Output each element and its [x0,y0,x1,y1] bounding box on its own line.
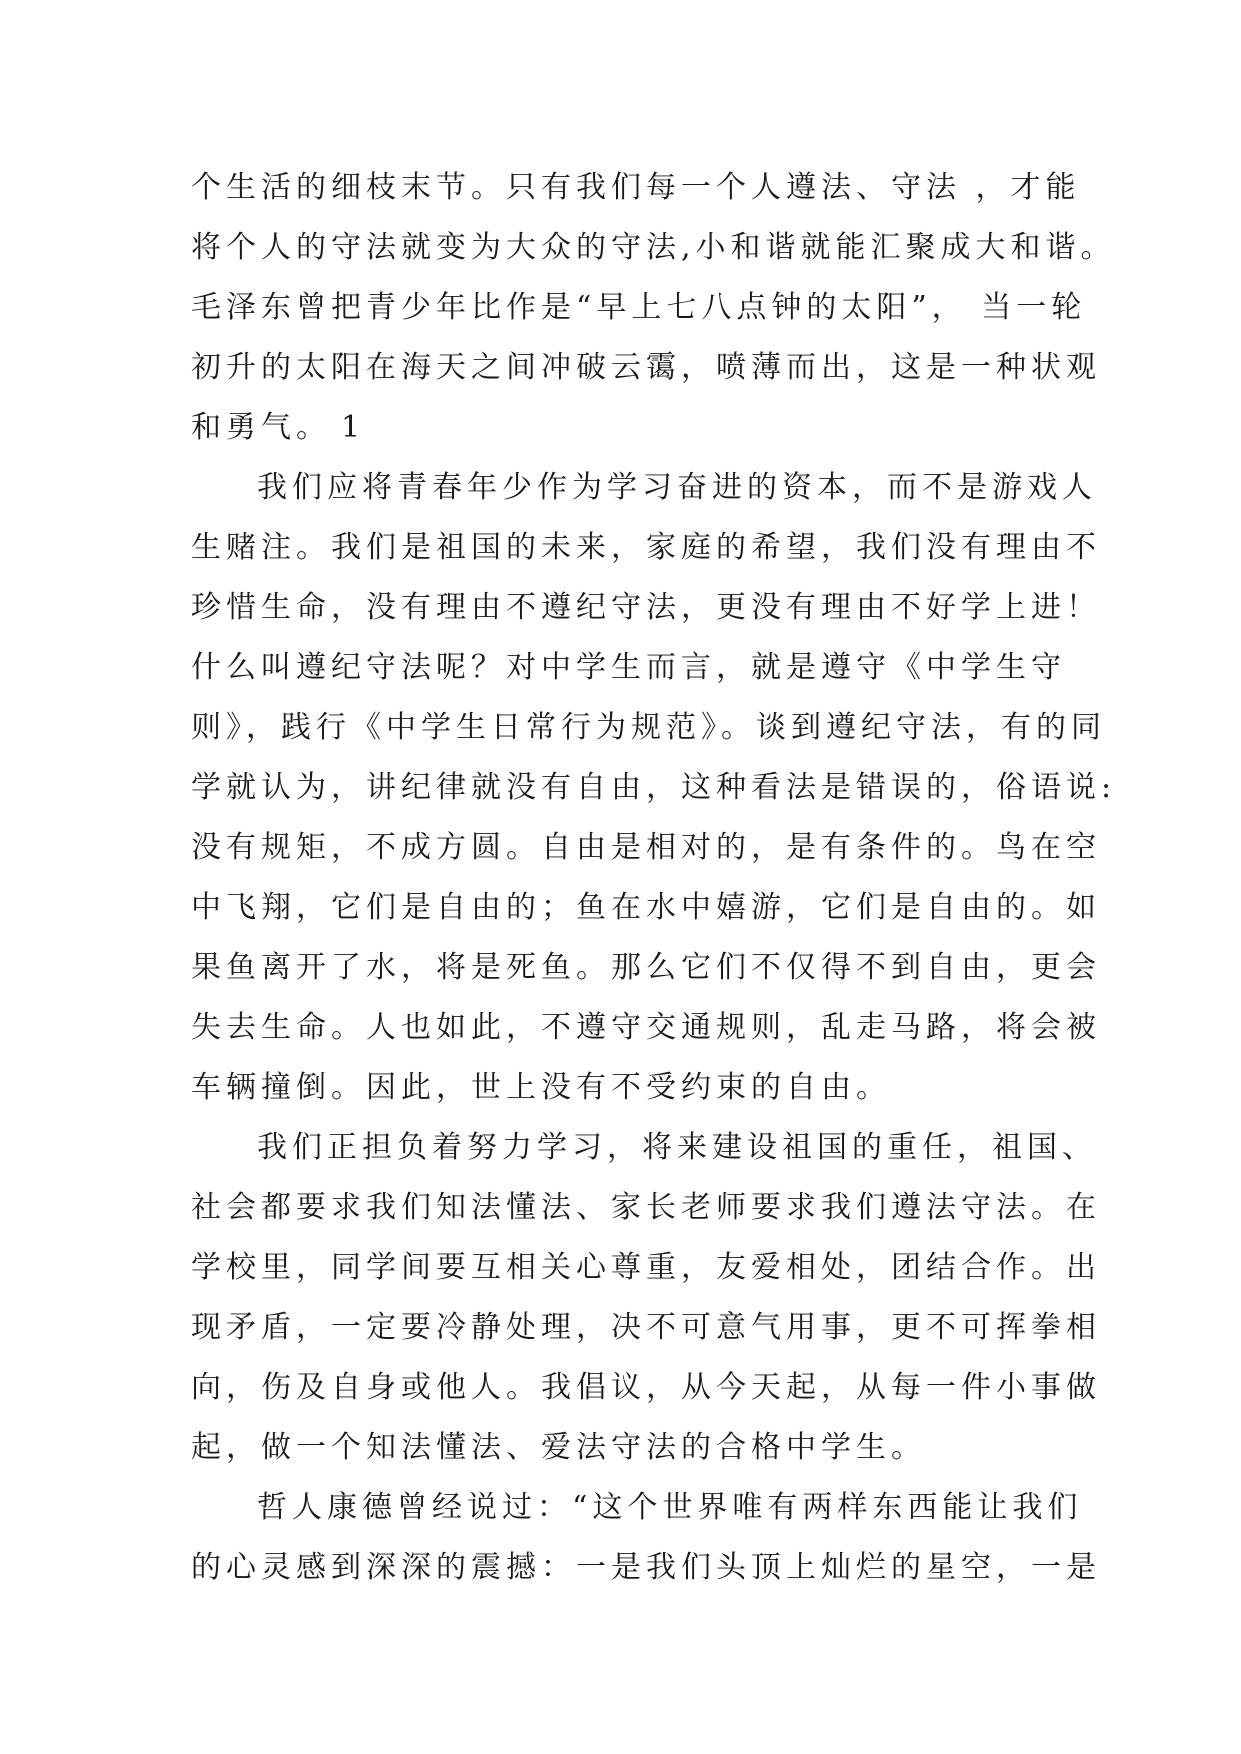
text-line: 中飞翔，它们是自由的；鱼在水中嬉游，它们是自由的。如 [191,890,1101,925]
text-line: 社会都要求我们知法懂法、家长老师要求我们遵法守法。在 [191,1190,1101,1225]
text-line: 的心灵感到深深的震撼：一是我们头顶上灿烂的星空，一是 [191,1550,1101,1585]
text-line: 什么叫遵纪守法呢？对中学生而言，就是遵守《中学生守 [191,650,1066,685]
text-line: 现矛盾，一定要冷静处理，决不可意气用事，更不可挥拳相 [191,1310,1101,1345]
text-line: 起，做一个知法懂法、爱法守法的合格中学生。 [191,1430,926,1465]
text-line: 珍惜生命，没有理由不遵纪守法，更没有理由不好学上进！ [191,590,1101,625]
text-line-first: 哲人康德曾经说过：“这个世界唯有两样东西能让我们 [257,1490,1083,1525]
text-line [191,398,1151,458]
text-line: 失去生命。人也如此，不遵守交通规则，乱走马路，将会被 [191,1010,1101,1045]
text-line: 初升的太阳在海天之间冲破云霭，喷薄而出，这是一种状观 [191,350,1101,385]
text-line-content: 和勇气。 [191,410,331,445]
text-line-first: 我们应将青春年少作为学习奋进的资本，而不是游戏人 [257,470,1097,505]
text-line: 没有规矩，不成方圆。自由是相对的，是有条件的。鸟在空 [191,830,1101,865]
text-line: 向，伤及自身或他人。我倡议，从今天起，从每一件小事做 [191,1370,1101,1405]
text-line: 则》，践行《中学生日常行为规范》。谈到遵纪守法，有的同 [191,710,1106,745]
text-line: 将个人的守法就变为大众的守法,小和谐就能汇聚成大和谐。 [191,230,1116,265]
text-line: 学就认为，讲纪律就没有自由，这种看法是错误的，俗语说: [191,770,1117,805]
text-line: 生赌注。我们是祖国的未来，家庭的希望，我们没有理由不 [191,530,1101,565]
text-line: 个生活的细枝末节。只有我们每一个人遵法、守法 ，才能 [191,170,1081,205]
text-line: 果鱼离开了水，将是死鱼。那么它们不仅得不到自由，更会 [191,950,1101,985]
text-line: 毛泽东曾把青少年比作是“早上七八点钟的太阳”， 当一轮 [191,290,1087,325]
text-line: 车辆撞倒。因此，世上没有不受约束的自由。 [191,1070,891,1105]
footnote-number: 1 [341,410,361,445]
text-line-first: 我们正担负着努力学习，将来建设祖国的重任，祖国、 [257,1130,1097,1165]
text-line: 学校里，同学间要互相关心尊重，友爱相处，团结合作。出 [191,1250,1101,1285]
body-text [191,158,1151,1598]
